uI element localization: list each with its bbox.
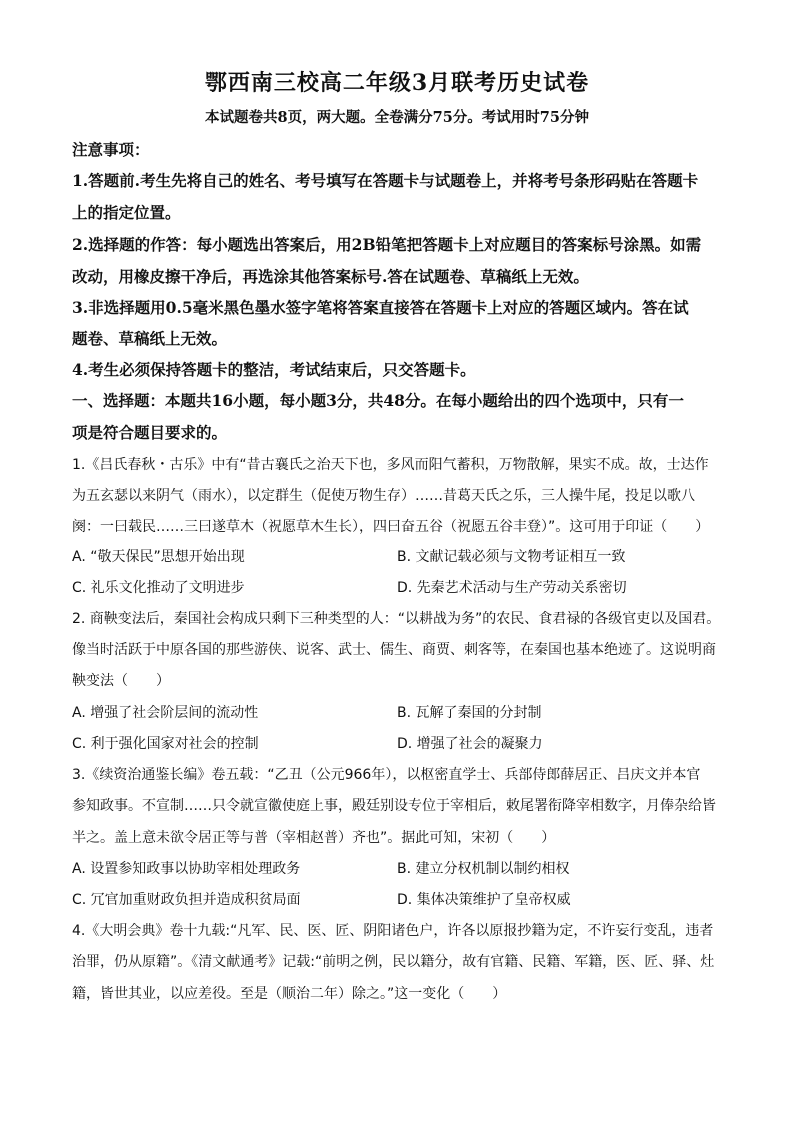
question-4-text: 4.《大明会典》卷十九载:“凡军、民、医、匠、阴阳诸色户，许各以原报抄籍为定，不许妄行变乱，违者 — [72, 923, 714, 939]
question-2-option-b: B. 瓦解了秦国的分封制 — [397, 705, 542, 721]
question-2-option-c: C. 利于强化国家对社会的控制 — [72, 736, 259, 752]
question-2-text: 2. 商鞅变法后，秦国社会构成只剩下三种类型的人：“以耕战为务”的农民、食君禄的各级官吏以及国君。 — [72, 611, 721, 627]
question-2-option-d: D. 增强了社会的凝聚力 — [397, 736, 543, 752]
section-heading: 项是符合题目要求的。 — [72, 423, 228, 442]
section-heading: 一、选择题：本题共16小题，每小题3分，共48分。在每小题给出的四个选项中，只有一 — [72, 391, 684, 410]
notes-line: 3.非选择题用0.5毫米黑色墨水签字笔将答案直接答在答题卡上对应的答题区域内。答在试 — [72, 298, 689, 317]
notes-line: 改动，用橡皮擦干净后，再选涂其他答案标号.答在试题卷、草稿纸上无效。 — [72, 267, 589, 286]
question-4-text: 籍，皆世其业，以应差役。至是（顺治二年）除之。”这一变化（ ） — [72, 986, 507, 1002]
question-1-text: 为五玄瑟以来阴气（雨水），以定群生（促使万物生存）……昔葛天氏之乐，三人操牛尾，投足以歌八 — [72, 488, 695, 504]
notes-line: 1.答题前.考生先将自己的姓名、考号填写在答题卡与试题卷上，并将考号条形码贴在答题卡 — [72, 171, 699, 190]
question-1-text: 阕：一曰载民……三曰遂草木（祝愿草木生长），四曰奋五谷（祝愿五谷丰登）”。这可用于印证（ ） — [72, 519, 710, 535]
question-1-text: 1.《吕氏春秋・古乐》中有“昔古襄氏之治天下也，多风而阳气蓄积，万物散解，果实不成。故，士达作 — [72, 457, 709, 473]
notes-line: 上的指定位置。 — [72, 203, 181, 222]
question-3-option-a: A. 设置参知政事以协助宰相处理政务 — [72, 861, 301, 877]
question-3-option-b: B. 建立分权机制以制约相权 — [397, 861, 570, 877]
question-1-option-d: D. 先秦艺术活动与生产劳动关系密切 — [397, 580, 627, 596]
question-3-option-c: C. 冗官加重财政负担并造成积贫局面 — [72, 892, 301, 908]
question-1-option-a: A. “敬天保民”思想开始出现 — [72, 549, 245, 565]
question-1-option-c: C. 礼乐文化推动了文明进步 — [72, 580, 245, 596]
question-3-text: 半之。盖上意未欲令居正等与普（宰相赵普）齐也”。据此可知，宋初（ ） — [72, 830, 556, 846]
question-2-text: 鞅变法（ ） — [72, 673, 170, 689]
notes-line: 题卷、草稿纸上无效。 — [72, 329, 228, 348]
question-2-text: 像当时活跃于中原各国的那些游侠、说客、武士、儒生、商贾、刺客等，在秦国也基本绝迹了。这说明商 — [72, 642, 716, 658]
notes-heading: 注意事项： — [72, 140, 150, 159]
notes-line: 2.选择题的作答：每小题选出答案后，用2B铅笔把答题卡上对应题目的答案标号涂黑。如需 — [72, 235, 702, 254]
question-3-option-d: D. 集体决策维护了皇帝权威 — [397, 892, 571, 908]
question-4-text: 治罪，仍从原籍”。《清文献通考》记载:“前明之例，民以籍分，故有官籍、民籍、军籍，医、匠、驿、灶 — [72, 954, 715, 970]
notes-line: 4.考生必须保持答题卡的整洁，考试结束后，只交答题卡。 — [72, 360, 476, 379]
exam-subtitle: 本试题卷共8页，两大题。全卷满分75分。考试用时75分钟 — [205, 109, 589, 126]
question-1-option-b: B. 文献记载必须与文物考证相互一致 — [397, 549, 626, 565]
question-3-text: 3.《续资治通鉴长编》卷五载：“乙丑（公元966年），以枢密直学士、兵部侍郎薛居正、吕庆文并本官 — [72, 767, 701, 783]
question-3-text: 参知政事。不宣制……只令就宣徽使庭上事，殿廷别设专位于宰相后，敕尾署衔降宰相数字，月俸杂给皆 — [72, 798, 716, 814]
exam-title: 鄂西南三校高二年级3月联考历史试卷 — [204, 70, 590, 96]
question-2-option-a: A. 增强了社会阶层间的流动性 — [72, 705, 259, 721]
